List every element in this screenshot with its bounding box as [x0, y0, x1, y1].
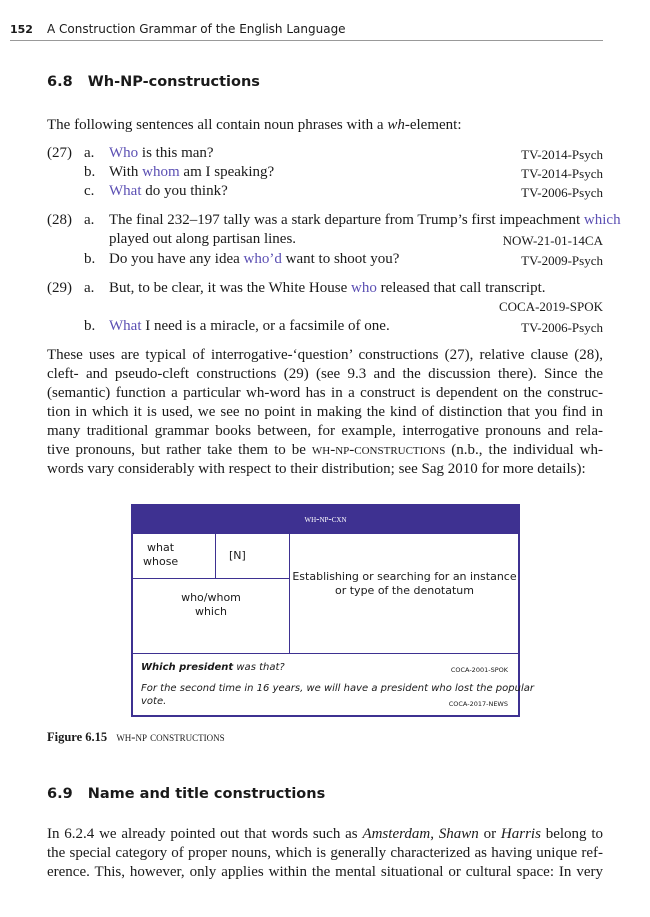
sentence-text: With: [109, 164, 143, 180]
example-text: was that?: [233, 662, 285, 673]
example-source: TV-2014-Psych: [521, 166, 603, 181]
wh-word: who’d: [243, 251, 282, 267]
figure-caption: [47, 730, 225, 745]
intro-text: The following sentences all contain noun phrases with a: [47, 117, 388, 133]
figure-example-source: COCA-2017-NEWS: [448, 700, 508, 708]
cell-text: who/whom: [181, 591, 241, 604]
section-number: 6.9: [47, 786, 73, 802]
example-label: a.: [84, 145, 95, 161]
paragraph-line: (semantic) function a particular wh-word has in a construct is dependent on the construc-: [47, 385, 603, 401]
form-cell-top-left: [133, 534, 216, 579]
example-number: (27): [47, 145, 72, 161]
sentence-text: released that call transcript.: [376, 280, 546, 296]
example-source: COCA-2019-SPOK: [498, 299, 603, 314]
wh-word: Who: [109, 145, 139, 161]
cell-text: whose: [143, 555, 179, 568]
figure-example-cont: vote.: [141, 696, 167, 707]
example-number: (28): [47, 212, 72, 228]
sentence-text: am I speaking?: [179, 164, 275, 180]
paragraph-line: many traditional grammar books between, for example, interrogative pronouns and rela-: [47, 423, 603, 439]
intro-em: wh: [387, 117, 405, 133]
wh-word: What: [109, 318, 142, 334]
meaning-text: Establishing or searching for an instance: [292, 570, 517, 583]
paragraph-line: the special category of proper nouns, which is generally characterized as having unique ref-: [47, 845, 603, 861]
paragraph-text: (n.b., the individual wh-: [445, 442, 603, 458]
example-sentence: [109, 183, 228, 200]
meaning-text: or type of the denotatum: [335, 584, 474, 597]
sentence-text: do you think?: [141, 183, 228, 199]
example-label: b.: [84, 251, 96, 267]
figure-divider: [133, 653, 518, 654]
italic-term: Shawn: [438, 826, 479, 842]
example-sentence: [109, 251, 399, 268]
example-source: TV-2006-Psych: [521, 185, 603, 200]
section-title: Wh-NP-constructions: [87, 74, 260, 90]
cell-text: [N]: [229, 549, 246, 562]
wh-word: whom: [142, 164, 180, 180]
example-label: b.: [84, 318, 96, 334]
example-label: c.: [84, 183, 95, 199]
example-bold-phrase: Which president: [141, 662, 234, 673]
caption-text: wh-np constructions: [116, 730, 225, 744]
figure-example-source: COCA-2001-SPOK: [450, 666, 508, 674]
header-rule: [10, 40, 603, 41]
wh-word: which: [583, 212, 621, 228]
paragraph-line: [47, 442, 603, 459]
construction-figure: [131, 504, 534, 717]
example-sentence: [109, 164, 274, 181]
example-source: TV-2009-Psych: [521, 253, 603, 268]
example-source: TV-2014-Psych: [521, 147, 603, 162]
paragraph-line: words vary considerably with respect to their distribution; see Sag 2010 for more details):: [47, 461, 586, 477]
section-number: 6.8: [47, 74, 73, 90]
example-sentence-cont: played out along partisan lines.: [109, 231, 297, 247]
sentence-text: The final 232–197 tally was a stark departure from Trump’s first impeachment: [109, 212, 584, 228]
example-label: b.: [84, 164, 96, 180]
example-number: (29): [47, 280, 72, 296]
intro-sentence: [47, 117, 461, 134]
wh-word: who: [350, 280, 377, 296]
wh-word: What: [109, 183, 142, 199]
paragraph-line: tion in which it is used, we see no point in making the kind of distinction that you find in: [47, 404, 603, 420]
paragraph-text: or: [478, 826, 501, 842]
example-sentence: [109, 318, 390, 335]
caption-label: Figure 6.15: [47, 730, 108, 744]
paragraph-line: erence. This, however, only applies within the mental situational or cultural space: In very: [47, 864, 603, 880]
example-source: TV-2006-Psych: [521, 320, 603, 335]
paragraph-line: [47, 826, 603, 843]
sentence-text: But, to be clear, it was the White House: [109, 280, 351, 296]
figure-example: For the second time in 16 years, we will have a president who lost the popular: [141, 683, 534, 694]
paragraph-line: These uses are typical of interrogative-‘question’ constructions (27), relative clause (28),: [47, 347, 603, 363]
example-label: a.: [84, 280, 95, 296]
sentence-text: want to shoot you?: [281, 251, 400, 267]
paragraph-text: belong to: [540, 826, 604, 842]
figure-example: [141, 662, 285, 673]
form-cell-noun: [215, 534, 289, 579]
figure-header: wh-np-cxn: [133, 506, 518, 534]
paragraph-text: In 6.2.4 we already pointed out that words such as: [47, 826, 363, 842]
example-label: a.: [84, 212, 95, 228]
small-caps-term: wh-np-constructions: [311, 442, 446, 458]
intro-text-end: -element:: [404, 117, 462, 133]
section-title: Name and title constructions: [87, 786, 326, 802]
example-sentence: [109, 280, 546, 297]
sentence-text: I need is a miracle, or a facsimile of one.: [141, 318, 390, 334]
running-title: A Construction Grammar of the English Language: [47, 22, 346, 36]
form-cell-bottom: [133, 579, 289, 653]
sentence-text: Do you have any idea: [109, 251, 244, 267]
page-number: 152: [10, 23, 33, 36]
paragraph-text: ,: [430, 826, 439, 842]
example-sentence: [109, 145, 214, 162]
meaning-cell: [289, 534, 519, 653]
example-source: NOW-21-01-14CA: [502, 233, 603, 248]
cell-text: what: [147, 541, 175, 554]
italic-term: Harris: [500, 826, 541, 842]
sentence-text: is this man?: [138, 145, 214, 161]
section-heading: [47, 74, 260, 90]
example-sentence: [109, 212, 621, 229]
section-heading: [47, 786, 325, 802]
paragraph-line: cleft- and pseudo-cleft constructions (29) (see 9.3 and the discussion there). Since the: [47, 366, 603, 382]
italic-term: Amsterdam: [362, 826, 431, 842]
cell-text: which: [194, 605, 228, 618]
paragraph-text: tive pronouns, but rather take them to be: [47, 442, 312, 458]
